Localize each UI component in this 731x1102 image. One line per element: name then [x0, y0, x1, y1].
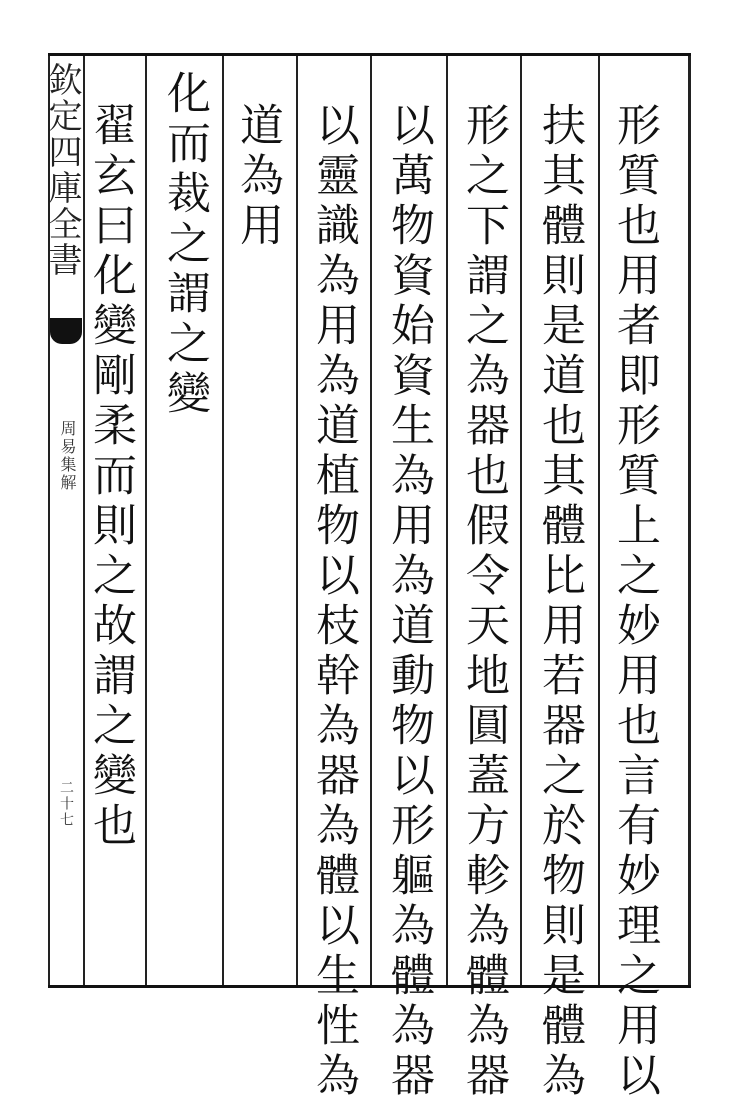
text-column-3: 形之下謂之為器也假令天地圓蓋方軫為體為器 — [458, 102, 509, 1102]
page-number: 二十七 — [58, 780, 74, 828]
collection-title: 欽定四庫全書 — [42, 62, 82, 278]
column-rule — [446, 56, 448, 985]
text-column-6: 道為用 — [232, 102, 283, 252]
text-column-8: 翟玄曰化變剛柔而則之故謂之變也 — [85, 102, 136, 852]
fish-tail-mark — [50, 318, 82, 344]
bottom-border — [48, 985, 691, 988]
column-rule — [145, 56, 147, 985]
text-column-2: 扶其體則是道也其體比用若器之於物則是體為 — [534, 102, 585, 1102]
text-column-7: 化而裁之謂之變 — [159, 70, 210, 420]
right-border — [688, 56, 691, 985]
column-rule — [598, 56, 600, 985]
column-rule — [296, 56, 298, 985]
text-column-1: 形質也用者即形質上之妙用也言有妙理之用以 — [609, 102, 660, 1102]
text-column-4: 以萬物資始資生為用為道動物以形軀為體為器 — [383, 102, 434, 1102]
column-rule — [370, 56, 372, 985]
book-title: 周易集解 — [58, 420, 77, 492]
column-rule — [222, 56, 224, 985]
column-rule — [520, 56, 522, 985]
text-column-5: 以靈識為用為道植物以枝幹為器為體以生性為 — [308, 102, 359, 1102]
